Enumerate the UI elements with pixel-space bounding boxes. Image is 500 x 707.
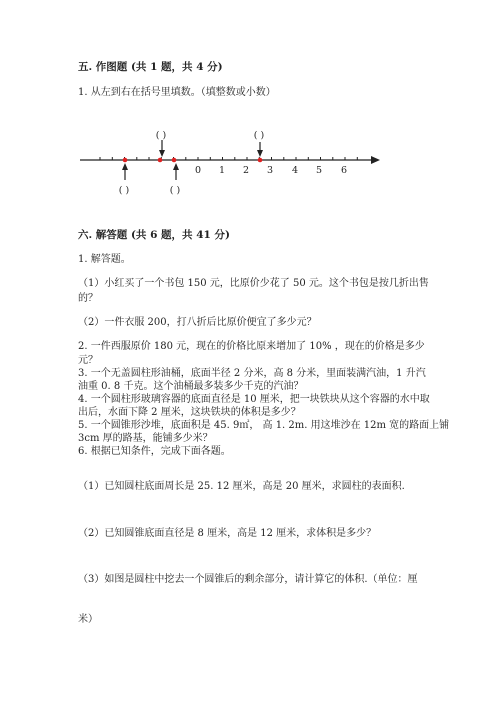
down-arrow-icon (257, 150, 263, 157)
question-3-line1: 3. 一个无盖圆柱形油桶，底面半径 2 分米，高 8 分米，里面装满汽油，1 升汽 (78, 368, 426, 379)
question-2-line2: 元？ (78, 355, 98, 366)
question-5-line2: 3cm 厚的路基，能铺多少米？ (78, 433, 213, 444)
tick-label: 3 (266, 165, 274, 176)
section5-heading: 五. 作图题 (共 1 题，共 4 分) (78, 61, 223, 73)
question-1-1-line2: 的？ (78, 293, 98, 304)
question-6: 6. 根据已知条件，完成下面各题。 (78, 446, 231, 457)
answer-bracket: ( ) (169, 185, 181, 196)
question-6-3-line1: （3）如图是圆柱中挖去一个圆锥后的剩余部分，请计算它的体积.（单位：厘 (78, 574, 418, 585)
tick-label: 0 (194, 165, 202, 176)
answer-bracket: ( ) (155, 130, 167, 141)
tick-label: 1 (218, 165, 226, 176)
question-6-1: （1）已知圆柱底面周长是 25. 12 厘米，高是 20 厘米，求圆柱的表面积. (78, 481, 405, 492)
tick-label: 6 (340, 165, 348, 176)
question-6-2: （2）已知圆锥底面直径是 8 厘米，高是 12 厘米，求体积是多少？ (78, 528, 377, 539)
point-d (258, 158, 263, 163)
answer-bracket: ( ) (118, 185, 130, 196)
question-1-1-line1: （1）小红买了一个书包 150 元，比原价少花了 50 元。这个书包是按几折出售 (78, 278, 429, 289)
tick-label: 4 (291, 165, 299, 176)
point-c (172, 158, 177, 163)
question-1-text: 1. 从左到右在括号里填数。（填整数或小数） (78, 87, 276, 98)
tick-label: 5 (315, 165, 323, 176)
question-2-line1: 2. 一件西服原价 180 元，现在的价格比原来增加了 10% ，现在的价格是多少 (78, 341, 425, 352)
point-a (123, 158, 128, 163)
question-1-2: （2）一件衣服 200，打八折后比原价便宜了多少元？ (78, 317, 317, 328)
question-1-label: 1. 解答题。 (78, 254, 131, 265)
up-arrow-icon (122, 163, 128, 170)
up-arrow-icon (173, 163, 179, 170)
section6-heading: 六. 解答题 (共 6 题，共 41 分) (78, 229, 230, 241)
question-4-line1: 4. 一个圆柱形玻璃容器的底面直径是 10 厘米，把一块铁块从这个容器的水中取 (78, 394, 430, 405)
tick-label: 2 (242, 165, 250, 176)
question-4-line2: 出后，水面下降 2 厘米，这块铁块的体积是多少？ (78, 407, 301, 418)
point-b (158, 158, 163, 163)
question-6-3-line2: 米） (78, 614, 98, 625)
axis-arrow-icon (371, 156, 380, 164)
question-3-line2: 油重 0. 8 千克。这个油桶最多装多少千克的汽油？ (78, 381, 304, 392)
question-5-line1: 5. 一个圆锥形沙堆，底面积是 45. 9㎡， 高 1. 2m. 用这堆沙在 12m 宽的路面上铺 (78, 420, 450, 431)
down-arrow-icon (159, 150, 165, 157)
answer-bracket: ( ) (253, 130, 265, 141)
